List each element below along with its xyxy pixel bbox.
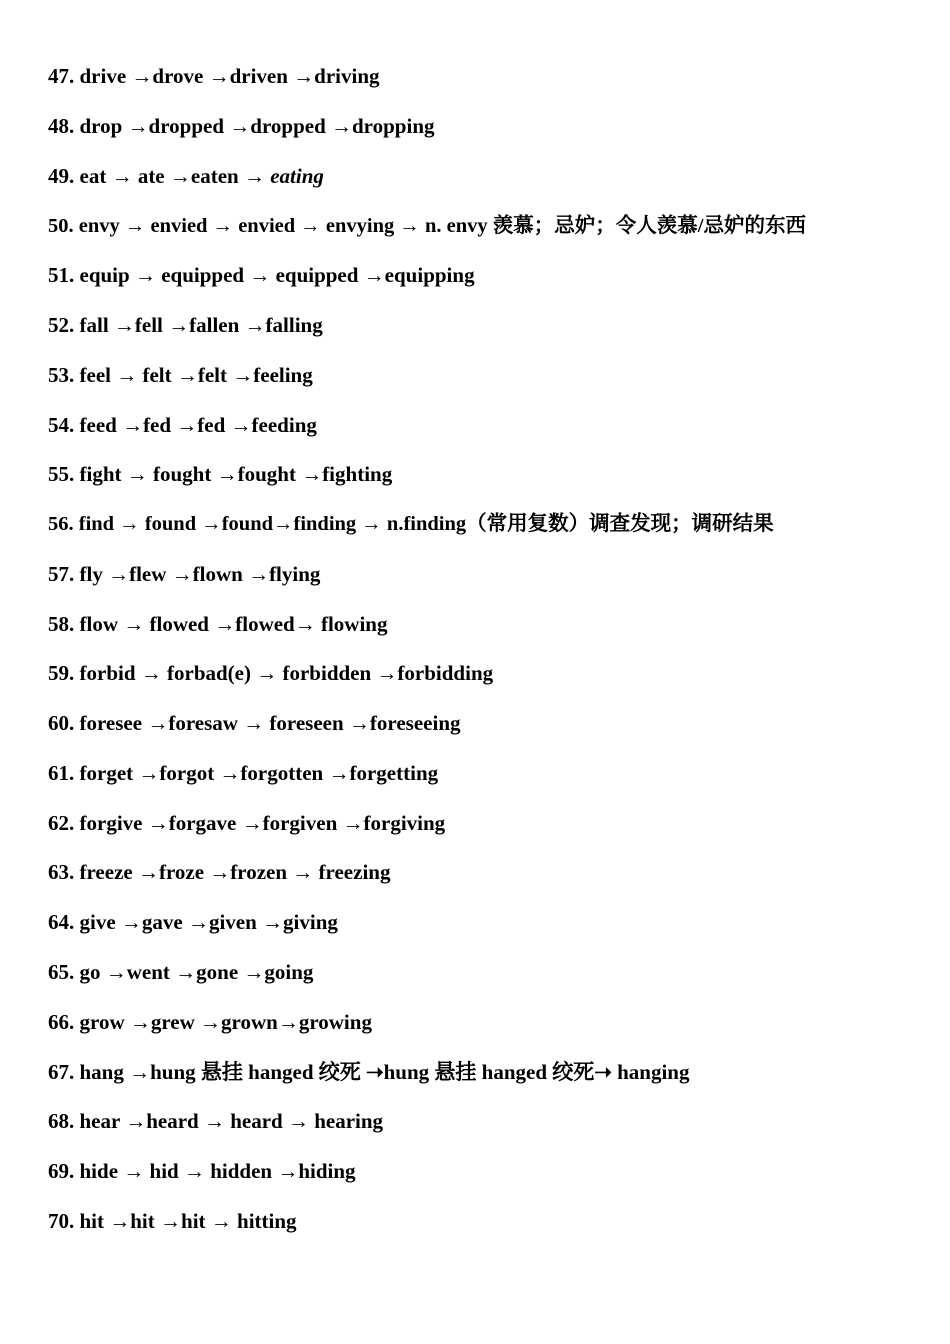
verb-entry-64: 64. give →gave →given →giving [48, 910, 338, 934]
verb-entry-54: 54. feed →fed →fed →feeding [48, 413, 317, 437]
verb-entry-49-forms: 49. eat → ate →eaten → [48, 164, 271, 188]
verb-entry-50: 50. envy → envied → envied → envying → n. envy 羡慕；忌妒；令人羡慕/忌妒的东西 [48, 215, 806, 237]
verb-entry-62: 62. forgive →forgave →forgiven →forgiving [48, 811, 446, 835]
verb-entry-65: 65. go →went →gone →going [48, 960, 314, 984]
verb-entry-68: 68. hear →heard → heard → hearing [48, 1109, 384, 1133]
verb-entry-61: 61. forget →forgot →forgotten →forgetting [48, 761, 439, 785]
verb-entry-48: 48. drop →dropped →dropped →dropping [48, 114, 435, 138]
verb-entry-60: 60. foresee →foresaw → foreseen →foreseeing [48, 711, 461, 735]
verb-entry-59: 59. forbid → forbad(e) → forbidden →forbidding [48, 661, 494, 685]
verb-entry-53: 53. feel → felt →felt →feeling [48, 363, 313, 387]
verb-entry-63: 63. freeze →froze →frozen → freezing [48, 860, 391, 884]
verb-entry-49 [48, 162, 324, 190]
verb-entry-56: 56. find → found →found→finding → n.finding（常用复数）调查发现；调研结果 [48, 513, 774, 535]
verb-entry-49-italic-form: eating [270, 164, 324, 188]
verb-entry-51: 51. equip → equipped → equipped →equipping [48, 263, 475, 287]
verb-entry-57: 57. fly →flew →flown →flying [48, 562, 321, 586]
verb-entry-66: 66. grow →grew →grown→growing [48, 1010, 372, 1034]
verb-entry-55: 55. fight → fought →fought →fighting [48, 462, 393, 486]
verb-entry-70: 70. hit →hit →hit → hitting [48, 1209, 297, 1233]
verb-entry-47: 47. drive →drove →driven →driving [48, 64, 380, 88]
verb-entry-69: 69. hide → hid → hidden →hiding [48, 1159, 356, 1183]
verb-entry-52: 52. fall →fell →fallen →falling [48, 313, 323, 337]
verb-entry-58: 58. flow → flowed →flowed→ flowing [48, 612, 388, 636]
verb-entry-67: 67. hang →hung 悬挂 hanged 绞死 ➝hung 悬挂 hanged 绞死➝ hanging [48, 1060, 690, 1084]
